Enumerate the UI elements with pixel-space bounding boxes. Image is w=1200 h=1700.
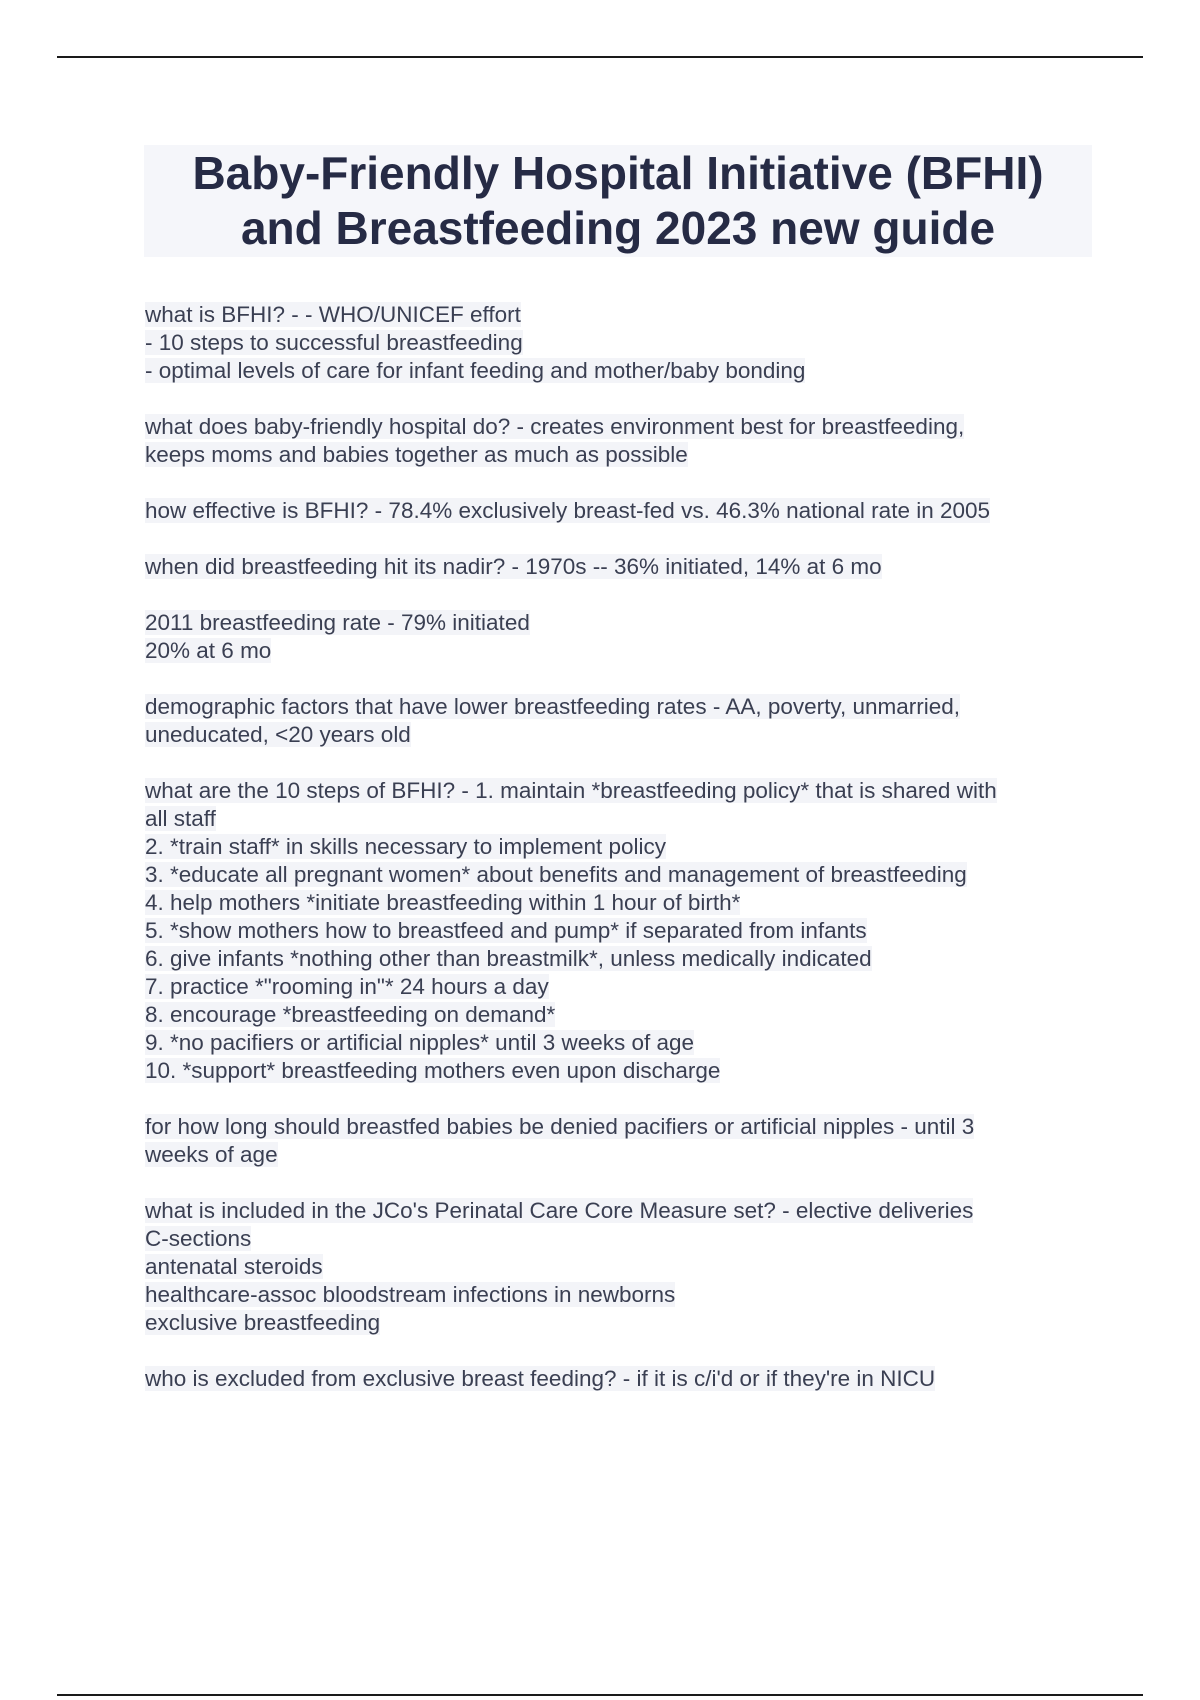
qa-line	[145, 637, 1085, 665]
qa-entry	[145, 301, 1085, 385]
qa-line-text: 9. *no pacifiers or artificial nipples* until 3 weeks of age	[145, 1030, 695, 1055]
qa-line-text: 7. practice *"rooming in"* 24 hours a day	[145, 974, 549, 999]
qa-line-text: - optimal levels of care for infant feeding and mother/baby bonding	[145, 358, 806, 383]
qa-line	[145, 553, 1085, 581]
qa-line	[145, 1225, 1085, 1253]
qa-line-text: what is BFHI? - - WHO/UNICEF effort	[145, 302, 521, 327]
qa-entry	[145, 777, 1085, 1085]
qa-line-text: what are the 10 steps of BFHI? - 1. maintain *breastfeeding policy* that is shared with	[145, 778, 997, 803]
qa-line	[145, 609, 1085, 637]
qa-line-text: 2. *train staff* in skills necessary to implement policy	[145, 834, 667, 859]
qa-line-text: C-sections	[145, 1226, 252, 1251]
qa-line	[145, 945, 1085, 973]
qa-line	[145, 1029, 1085, 1057]
qa-line-text: weeks of age	[145, 1142, 278, 1167]
qa-entry	[145, 693, 1085, 749]
qa-line-text: what does baby-friendly hospital do? - creates environment best for breastfeeding,	[145, 414, 965, 439]
qa-line	[145, 777, 1085, 805]
qa-line-text: 2011 breastfeeding rate - 79% initiated	[145, 610, 530, 635]
qa-line	[145, 1001, 1085, 1029]
qa-line	[145, 1141, 1085, 1169]
top-rule	[57, 56, 1143, 58]
qa-line	[145, 833, 1085, 861]
qa-line	[145, 1309, 1085, 1337]
qa-entry	[145, 497, 1085, 525]
qa-line	[145, 1253, 1085, 1281]
qa-line	[145, 441, 1085, 469]
qa-line-text: 3. *educate all pregnant women* about benefits and management of breastfeeding	[145, 862, 967, 887]
qa-line-text: 5. *show mothers how to breastfeed and pump* if separated from infants	[145, 918, 867, 943]
document-body	[145, 301, 1085, 1421]
qa-line	[145, 1197, 1085, 1225]
qa-entry	[145, 609, 1085, 665]
title-line-2: and Breastfeeding 2023 new guide	[240, 202, 996, 254]
qa-entry	[145, 413, 1085, 469]
qa-line-text: 6. give infants *nothing other than breastmilk*, unless medically indicated	[145, 946, 872, 971]
qa-line	[145, 301, 1085, 329]
qa-line-text: who is excluded from exclusive breast feeding? - if it is c/i'd or if they're in NICU	[145, 1366, 936, 1391]
qa-line	[145, 497, 1085, 525]
qa-line-text: uneducated, <20 years old	[145, 722, 411, 747]
qa-line-text: 20% at 6 mo	[145, 638, 272, 663]
qa-line-text: 4. help mothers *initiate breastfeeding within 1 hour of birth*	[145, 890, 741, 915]
qa-line-text: what is included in the JCo's Perinatal Care Core Measure set? - elective deliveries	[145, 1198, 974, 1223]
qa-line	[145, 693, 1085, 721]
qa-line	[145, 357, 1085, 385]
qa-line-text: - 10 steps to successful breastfeeding	[145, 330, 523, 355]
bottom-rule	[57, 1694, 1143, 1696]
qa-line-text: 8. encourage *breastfeeding on demand*	[145, 1002, 556, 1027]
qa-line-text: keeps moms and babies together as much as possible	[145, 442, 688, 467]
qa-line-text: exclusive breastfeeding	[145, 1310, 381, 1335]
qa-line-text: how effective is BFHI? - 78.4% exclusively breast-fed vs. 46.3% national rate in 2005	[145, 498, 991, 523]
qa-entry	[145, 1113, 1085, 1169]
qa-line	[145, 1281, 1085, 1309]
qa-line	[145, 413, 1085, 441]
qa-entry	[145, 1365, 1085, 1393]
qa-line-text: healthcare-assoc bloodstream infections in newborns	[145, 1282, 676, 1307]
qa-line	[145, 721, 1085, 749]
document-title	[144, 145, 1092, 257]
qa-line-text: for how long should breastfed babies be denied pacifiers or artificial nipples - until 3	[145, 1114, 975, 1139]
qa-entry	[145, 1197, 1085, 1337]
qa-line	[145, 1113, 1085, 1141]
qa-line-text: all staff	[145, 806, 216, 831]
qa-line	[145, 889, 1085, 917]
qa-line-text: when did breastfeeding hit its nadir? - 1970s -- 36% initiated, 14% at 6 mo	[145, 554, 882, 579]
qa-line-text: antenatal steroids	[145, 1254, 323, 1279]
qa-line	[145, 973, 1085, 1001]
qa-line	[145, 861, 1085, 889]
qa-line	[145, 805, 1085, 833]
qa-line-text: demographic factors that have lower breastfeeding rates - AA, poverty, unmarried,	[145, 694, 960, 719]
qa-entry	[145, 553, 1085, 581]
qa-line-text: 10. *support* breastfeeding mothers even upon discharge	[145, 1058, 721, 1083]
qa-line	[145, 329, 1085, 357]
qa-line	[145, 1057, 1085, 1085]
title-line-1: Baby-Friendly Hospital Initiative (BFHI)	[192, 147, 1044, 199]
qa-line	[145, 1365, 1085, 1393]
qa-line	[145, 917, 1085, 945]
